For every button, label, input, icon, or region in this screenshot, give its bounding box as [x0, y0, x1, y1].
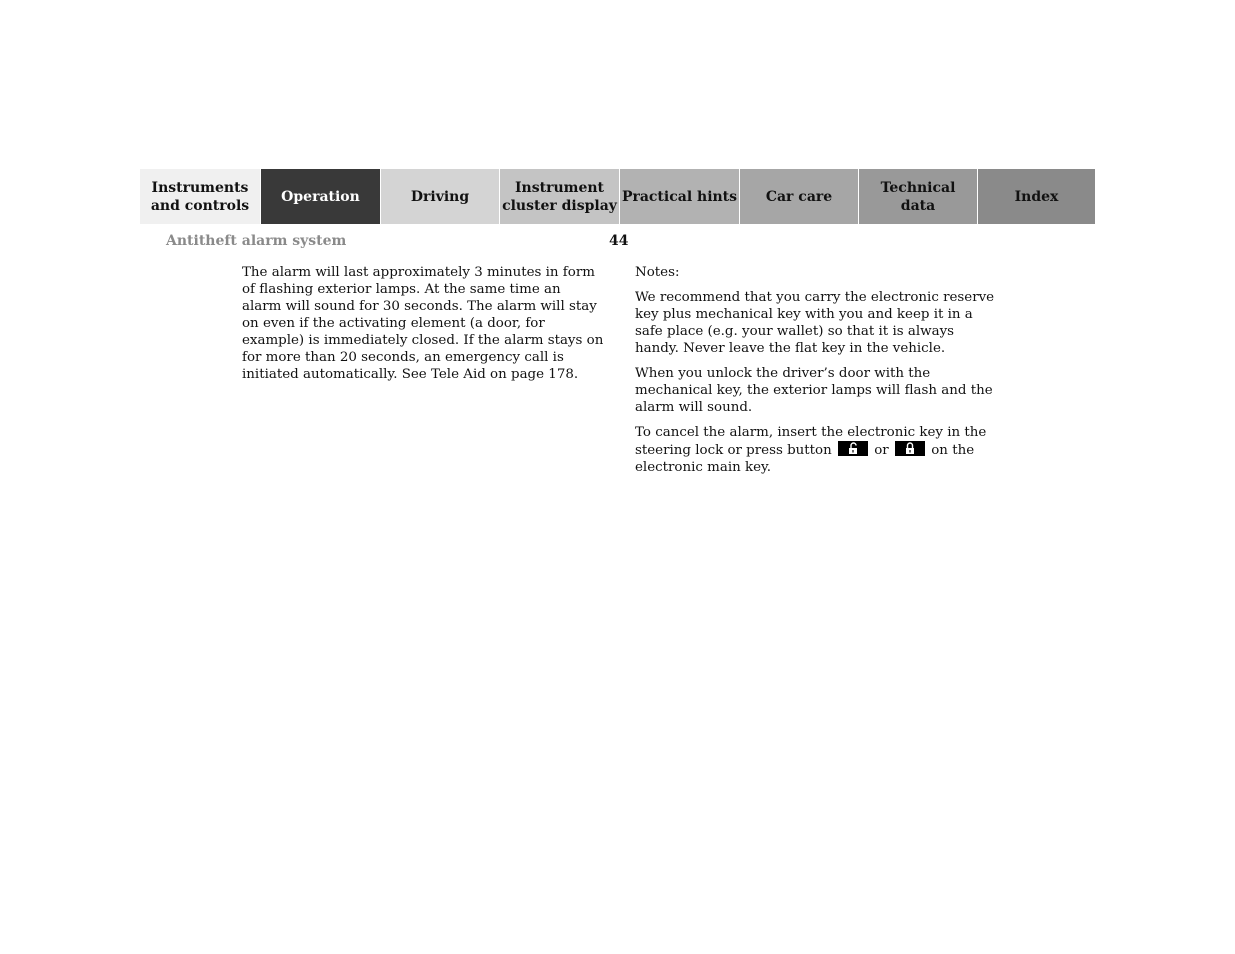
- tab-instrument-cluster-display[interactable]: Instrument cluster display: [499, 169, 619, 224]
- alarm-duration-paragraph: The alarm will last approximately 3 minutes in form of flashing exterior lamps. At the same time an alarm will sound for 30 seconds. The alarm will stay on even if the activating element (a door, for example) is immediately closed. If the alarm stays on for more than 20 seconds, an emergency call is initiated automatically. See Tele Aid on page 178.: [242, 265, 604, 382]
- cancel-alarm-text-start: To cancel the alarm, insert the electronic key in the steering lock or press button: [635, 425, 987, 458]
- tab-driving[interactable]: Driving: [380, 169, 499, 224]
- notes-paragraph-reserve-key: We recommend that you carry the electronic reserve key plus mechanical key with you and keep it in a safe place (e.g. your wallet) so that it is always handy. Never leave the flat key in the vehicle.: [635, 290, 995, 356]
- section-title: Antitheft alarm system: [166, 233, 347, 249]
- right-column: [635, 264, 997, 484]
- tab-car-care[interactable]: Car care: [739, 169, 858, 224]
- tab-technical-data[interactable]: Technical data: [858, 169, 977, 224]
- tab-index[interactable]: Index: [977, 169, 1095, 224]
- tab-instruments-and-controls[interactable]: Instruments and controls: [140, 169, 260, 224]
- notes-label: Notes:: [635, 265, 680, 280]
- unlock-icon: [838, 441, 868, 456]
- notes-paragraph-mechanical-key: When you unlock the driver’s door with the mechanical key, the exterior lamps will flash and the alarm will sound.: [635, 366, 993, 415]
- lock-icon: [895, 441, 925, 456]
- notes-paragraph-cancel-alarm: [635, 424, 997, 476]
- left-column: [242, 264, 604, 383]
- section-nav: [140, 169, 1095, 224]
- tab-operation[interactable]: Operation: [260, 169, 380, 224]
- page-number: 44: [609, 233, 629, 249]
- cancel-alarm-text-or: or: [874, 443, 889, 458]
- tab-practical-hints[interactable]: Practical hints: [619, 169, 739, 224]
- cancel-alarm-text-end: on the electronic main key.: [635, 443, 975, 475]
